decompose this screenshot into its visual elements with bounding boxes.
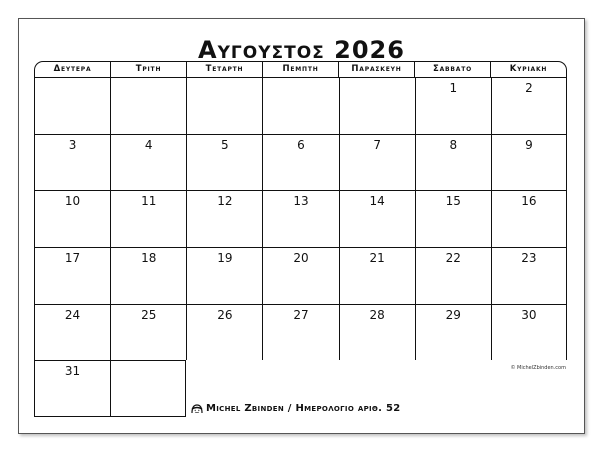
day-cell — [110, 134, 186, 191]
day-number: 14 — [369, 194, 385, 209]
day-cell — [34, 190, 110, 247]
day-cell — [415, 134, 491, 191]
day-cell — [491, 190, 567, 247]
day-number: 9 — [525, 137, 533, 152]
day-number: 25 — [141, 307, 157, 322]
day-number: 24 — [64, 307, 81, 322]
day-cell — [110, 247, 186, 304]
page-title: Αυγουστος 2026 — [198, 36, 405, 64]
day-number: 20 — [293, 251, 309, 265]
day-cell — [262, 134, 338, 191]
empty-day-cell — [339, 77, 415, 134]
day-number: 10 — [64, 194, 81, 209]
smiling-face-logo-icon — [191, 404, 203, 414]
day-cell — [262, 190, 338, 247]
weekday-tuesday: Τριτη — [110, 62, 186, 77]
empty-day-cell — [110, 77, 186, 134]
day-number: 26 — [217, 307, 233, 322]
day-number: 31 — [64, 364, 81, 379]
day-number: 28 — [369, 307, 385, 322]
day-number: 16 — [521, 194, 537, 209]
weekday-wednesday: Τεταρτη — [186, 62, 262, 77]
empty-day-cell — [110, 360, 186, 417]
day-cell — [34, 247, 110, 304]
day-cell — [339, 247, 415, 304]
weekday-header — [34, 61, 567, 77]
day-cell — [491, 247, 567, 304]
day-cells — [34, 77, 567, 417]
day-number: 13 — [293, 194, 309, 209]
day-number: 19 — [217, 251, 233, 265]
day-cell — [415, 77, 491, 134]
day-cell — [34, 360, 110, 417]
copyright-text: © MichelZbinden.com — [510, 365, 566, 371]
day-number: 2 — [525, 81, 533, 95]
day-number: 6 — [297, 137, 305, 152]
calendar-grid — [34, 61, 567, 417]
day-number: 21 — [369, 251, 385, 265]
day-number: 12 — [217, 194, 233, 209]
day-number: 3 — [68, 137, 77, 152]
day-cell — [110, 304, 186, 361]
day-number: 17 — [64, 251, 81, 265]
day-number: 7 — [373, 137, 381, 152]
day-cell — [415, 247, 491, 304]
day-cell — [339, 304, 415, 361]
day-cell — [34, 304, 110, 361]
day-cell — [110, 190, 186, 247]
empty-day-cell — [186, 77, 262, 134]
day-cell — [262, 304, 338, 361]
day-cell — [339, 190, 415, 247]
day-cell — [491, 304, 567, 361]
day-number: 15 — [445, 194, 461, 209]
day-number: 11 — [141, 194, 157, 209]
day-cell — [415, 190, 491, 247]
day-number: 5 — [221, 137, 229, 152]
day-cell — [339, 134, 415, 191]
day-cell — [186, 247, 262, 304]
day-cell — [34, 134, 110, 191]
day-cell — [415, 304, 491, 361]
day-cell — [186, 304, 262, 361]
weekday-saturday: Σαββατο — [414, 62, 490, 77]
day-cell — [491, 134, 567, 191]
weekday-friday: Παρασκευη — [338, 62, 414, 77]
day-cell — [491, 77, 567, 134]
weekday-sunday: Κυριακη — [490, 62, 566, 77]
day-number: 18 — [141, 251, 157, 265]
day-number: 29 — [445, 307, 461, 322]
empty-day-cell — [34, 77, 110, 134]
weekday-monday: Δευτερα — [53, 64, 92, 74]
day-cell — [186, 134, 262, 191]
day-number: 27 — [293, 307, 309, 322]
day-cell — [186, 190, 262, 247]
day-number: 30 — [521, 307, 537, 322]
day-number: 1 — [449, 81, 458, 95]
calendar-page — [18, 18, 585, 434]
weekday-thursday: Πεμπτη — [262, 62, 338, 77]
day-cell — [262, 247, 338, 304]
empty-day-cell — [262, 77, 338, 134]
footer-text: Michel Zbinden / Ημερολογιο αριθ. 52 — [206, 403, 401, 414]
day-number: 22 — [445, 251, 461, 265]
day-number: 4 — [144, 137, 153, 152]
day-number: 8 — [449, 137, 458, 152]
day-number: 23 — [521, 251, 537, 265]
footer — [191, 403, 401, 414]
